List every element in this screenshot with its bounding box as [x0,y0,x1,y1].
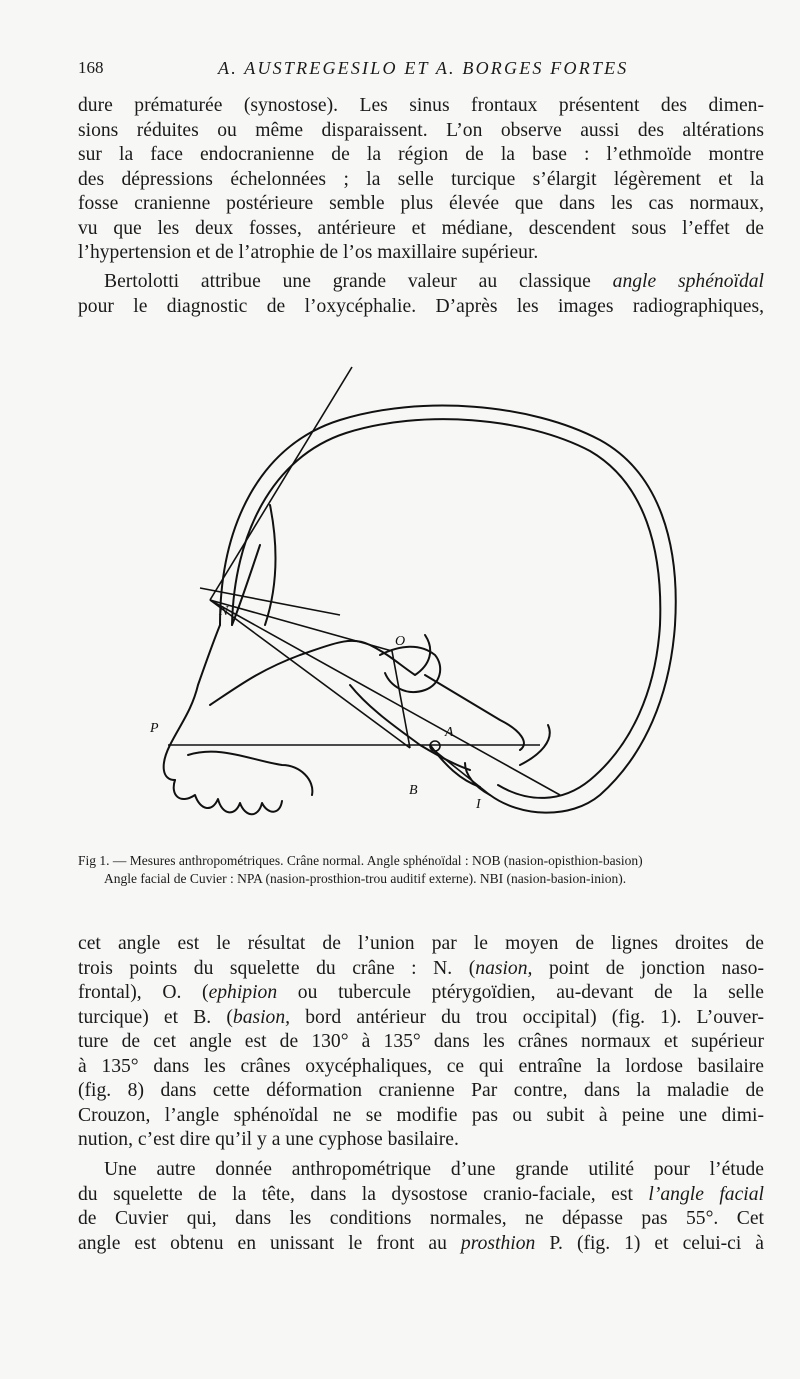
text-line: l’hypertension et de l’atrophie de l’os maxillaire supérieur. [78,242,539,263]
line-nasion-up [210,367,352,600]
label-b: B [409,783,418,798]
page-header [78,56,760,82]
text-line: des dépressions échelonnées ; la selle turcique s’élargit légèrement et la [78,168,764,190]
caption-line: Angle facial de Cuvier : NPA (nasion-prosthion-trou auditif externe). NBI (nasion-basion-inion). [104,871,627,886]
figure-caption [78,852,778,888]
paragraph-3 [78,932,764,1153]
label-p: P [150,721,159,736]
paragraph-2 [78,270,764,319]
italic-term: ephipion [208,982,278,1003]
petrous-region [425,675,524,750]
text-line: de Cuvier qui, dans les conditions normales, ne dépasse pas 55°. Cet [78,1208,764,1229]
line-n-to-i [210,600,560,795]
text-line: pour le diagnostic de l’oxycéphalie. D’après les images radiographiques, [78,295,764,317]
paragraph-4 [78,1158,764,1256]
label-a: A [445,725,454,740]
text-line [78,1006,764,1031]
skull-diagram [100,325,780,835]
text-line: Crouzon, l’angle sphénoïdal ne se modifie pas ou subit à peine une dimi- [78,1104,764,1126]
skull-inner-contour [232,419,660,798]
text-line: sur la face endocranienne de la région de la base : l’ethmoïde montre [78,144,764,165]
text-span: P. (fig. 1) et celui-ci à [535,1232,765,1254]
page-number: 168 [78,58,104,77]
text-line: cet angle est le résultat de l’union par le moyen de lignes droites de [78,933,764,954]
text-span: Bertolotti attribue une grande valeur au classique [104,271,613,292]
italic-term: basion, [232,1006,291,1028]
skull-outer-contour [220,406,676,813]
italic-term: l’angle facial [648,1183,764,1205]
text-line: ture de cet angle est de 130° à 135° dans les crânes normaux et supérieur [78,1031,764,1052]
teeth-outline [174,780,282,814]
italic-term: prosthion [460,1232,536,1254]
face-profile [164,625,220,780]
text-span: trois points du squelette du crâne : N. ( [78,957,476,979]
text-line [78,1232,764,1257]
jaw-outline [188,752,312,795]
text-line [78,270,764,295]
line-n-to-b [210,600,410,748]
text-span: turcique) et B. ( [78,1006,233,1028]
label-o: O [395,634,406,649]
text-span: angle est obtenu en unissant le front au [78,1232,461,1254]
label-n: N [219,604,229,619]
italic-term: angle sphénoïdal [612,271,764,292]
text-line: fosse cranienne postérieure semble plus élevée que dans les cas normaux, [78,193,764,214]
caption-line: Fig 1. — Mesures anthropométriques. Crâne normal. Angle sphénoïdal : NOB (nasion-opisthion-basion) [78,853,643,868]
paragraph-1 [78,94,764,266]
text-line [78,957,764,982]
label-i: I [476,797,481,812]
line-a-extension [430,747,490,795]
text-line: nution, c’est dire qu’il y a une cyphose basilaire. [78,1129,459,1150]
text-line: vu que les deux fosses, antérieure et médiane, descendent sous l’effet de [78,217,764,239]
running-title: A. AUSTREGESILO ET A. BORGES FORTES [218,58,629,78]
italic-term: nasion, [475,957,533,979]
text-line: dure prématurée (synostose). Les sinus frontaux présentent des dimen- [78,95,764,116]
text-line: Une autre donnée anthropométrique d’une grande utilité pour l’étude [104,1159,764,1180]
text-span: ou tubercule ptérygoïdien, au-devant de la selle [277,982,764,1003]
text-line: à 135° dans les crânes oxycéphaliques, ce qui entraîne la lordose basilaire [78,1055,764,1077]
text-line: sions réduites ou même disparaissent. L’on observe aussi des altérations [78,119,764,141]
text-span: point de jonction naso- [532,957,764,979]
text-span: bord antérieur du trou occipital) (fig. 1). L’ouver- [290,1006,764,1028]
sella-turcica [380,647,440,692]
text-span: frontal), O. ( [78,982,209,1003]
text-line [78,981,764,1006]
text-line [78,1183,764,1208]
text-line: (fig. 8) dans cette déformation cranienne Par contre, dans la maladie de [78,1080,764,1101]
text-span: du squelette de la tête, dans la dysostose cranio-faciale, est [78,1183,649,1205]
